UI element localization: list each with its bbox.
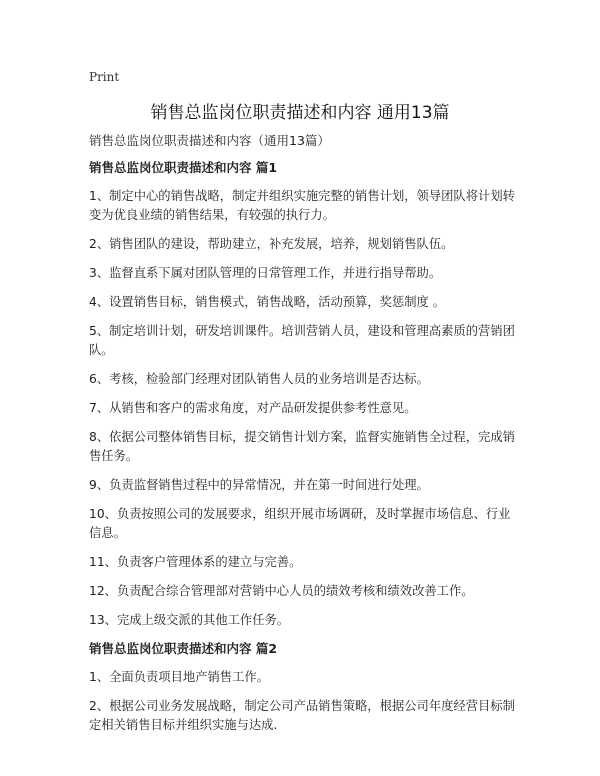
list-item: 2、销售团队的建设，帮助建立，补充发展，培养，规划销售队伍。 bbox=[89, 237, 454, 251]
list-item: 9、负责监督销售过程中的异常情况，并在第一时间进行处理。 bbox=[89, 478, 429, 492]
list-item: 12、负责配合综合管理部对营销中心人员的绩效考核和绩效改善工作。 bbox=[89, 584, 474, 598]
list-item: 8、依据公司整体销售目标，提交销售计划方案，监督实施销售全过程，完成销售任务。 bbox=[89, 430, 515, 463]
list-item: 3、监督直系下属对团队管理的日常管理工作，并进行指导帮助。 bbox=[89, 266, 442, 280]
print-link[interactable]: Print bbox=[89, 70, 120, 84]
page-title: 销售总监岗位职责描述和内容 通用13篇 bbox=[150, 103, 450, 123]
section-heading-2: 销售总监岗位职责描述和内容 篇2 bbox=[89, 641, 278, 656]
list-item: 4、设置销售目标，销售模式，销售战略，活动预算，奖惩制度 。 bbox=[89, 295, 446, 309]
list-item: 5、制定培训计划，研发培训课件。培训营销人员，建设和管理高素质的营销团队。 bbox=[89, 324, 515, 357]
list-item: 7、从销售和客户的需求角度，对产品研发提供参考性意见。 bbox=[89, 401, 417, 415]
list-item: 1、制定中心的销售战略，制定并组织实施完整的销售计划，领导团队将计划转变为优良业绩的销售结果，有较强的执行力。 bbox=[89, 189, 515, 222]
list-item: 6、考核，检验部门经理对团队销售人员的业务培训是否达标。 bbox=[89, 372, 429, 386]
list-item: 10、负责按照公司的发展要求，组织开展市场调研，及时掌握市场信息、行业信息。 bbox=[89, 507, 511, 540]
list-item: 11、负责客户管理体系的建立与完善。 bbox=[89, 555, 302, 569]
document-body bbox=[89, 132, 519, 745]
section-heading-1: 销售总监岗位职责描述和内容 篇1 bbox=[89, 160, 278, 175]
list-item: 2、根据公司业务发展战略，制定公司产品销售策略，根据公司年度经营目标制定相关销售目标并组织实施与达成. bbox=[89, 699, 515, 732]
list-item: 13、完成上级交派的其他工作任务。 bbox=[89, 613, 290, 627]
document-subtitle: 销售总监岗位职责描述和内容（通用13篇） bbox=[89, 133, 330, 148]
list-item: 1、全面负责项目地产销售工作。 bbox=[89, 670, 269, 684]
